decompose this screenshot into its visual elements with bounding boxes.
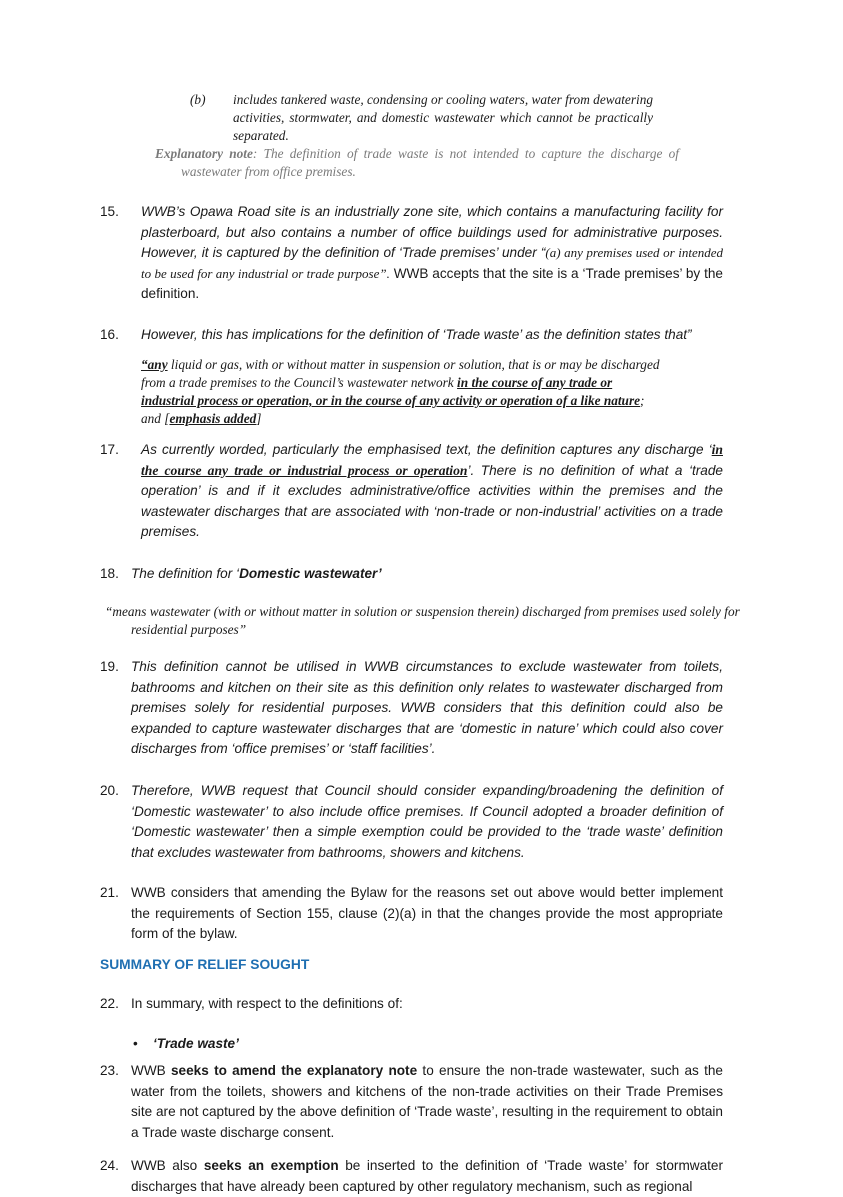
paragraph-16-text: However, this has implications for the definition of ‘Trade waste’ as the definition states that” [141,327,692,342]
quote-part-3: ] [256,411,262,426]
paragraph-23-number: 23. [100,1063,119,1078]
quote-emphasised: in the course of any trade or industrial process or operation, or in the course of any activity or operation of a like nature [141,375,641,408]
summary-heading: SUMMARY OF RELIEF SOUGHT [100,957,310,972]
paragraph-24-text [131,1156,723,1197]
paragraph-17-number: 17. [100,442,119,457]
quote-part-1: liquid or gas, with or without matter in suspension or solution, that is or may be discharged from a trade premises to the Council’s wastewater network [141,357,660,390]
paragraph-23-text [131,1061,723,1143]
paragraph-18-quote: “means wastewater (with or without matter in solution or suspension therein) discharged from premises used solely for residential purposes” [105,604,740,637]
paragraph-15-number: 15. [100,204,119,219]
quote-part-2: ; and [ [141,393,645,426]
paragraph-21-number: 21. [100,885,119,900]
paragraph-24-text-c: be inserted to the definition of ‘Trade waste’ for stormwater discharges that have already been captured by other regulatory mechanism, such as regional [131,1158,724,1194]
sub-clause-b-label: (b) [190,92,206,107]
explanatory-note-text: : The definition of trade waste is not intended to capture the discharge of wastewater from office premises. [181,146,679,179]
paragraph-23-text-a: WWB [131,1063,171,1078]
explanatory-note-label: Explanatory note [155,146,253,161]
paragraph-17-emphasised: in the course any trade or industrial process or operation [141,442,723,478]
paragraph-16-quote [141,356,661,428]
paragraph-18-text [131,564,382,585]
bullet-trade-waste: ‘Trade waste’ [153,1036,239,1051]
paragraph-15-text-a: WWB’s Opawa Road site is an industrially zone site, which contains a manufacturing facility for plasterboard, but also contains a number of office buildings used for administrative purposes. However, it is captured by the definition of ‘Trade premises’ under “ [141,204,723,261]
paragraph-15-text [141,202,723,305]
paragraph-24-number: 24. [100,1158,119,1173]
paragraph-16-number: 16. [100,327,119,342]
paragraph-19-text: This definition cannot be utilised in WWB circumstances to exclude wastewater from toilets, bathrooms and kitchen on their site as this definition only relates to wastewater discharged from premises solely for residential purposes. WWB considers that this definition could also be expanded to capture wastewater discharges that are ‘domestic in nature’ which could also cover discharges from ‘office premises’ or ‘staff facilities’. [131,659,723,757]
quote-emphasis-added: emphasis added [169,411,257,426]
paragraph-19-number: 19. [100,659,119,674]
paragraph-15-text-b: WWB accepts that the site is a ‘Trade premises’ by the definition. [141,265,723,302]
bullet-mark: • [133,1036,138,1051]
quote-any: “any [141,357,168,372]
paragraph-18-number: 18. [100,566,119,581]
paragraph-17-text-b: ’. There is no definition of what a ‘trade operation’ is and if it excludes administrative/office activities within the premises and the wastewater discharges that are associated with ‘non-trade or non-industrial’ activities on a trade premises. [141,462,723,540]
paragraph-23-text-c: to ensure the non-trade wastewater, such as the water from the toilets, showers and kitchens of the non-trade activities on their Trade Premises site are not captured by the above definition of ‘Trade waste’, resulting in the requirement to obtain a Trade waste discharge consent. [131,1063,723,1140]
paragraph-20-text: Therefore, WWB request that Council should consider expanding/broadening the definition of ‘Domestic wastewater’ to also include office premises. If Council adopted a broader definition of ‘Domestic wastewater’ then a simple exemption could be provided to the ‘trade waste’ definition that excludes wastewater from bathrooms, showers and kitchens. [131,783,723,860]
paragraph-20-number: 20. [100,783,119,798]
paragraph-17-text [141,440,723,543]
paragraph-23-text-b: seeks to amend the explanatory note [171,1063,418,1078]
paragraph-22-text: In summary, with respect to the definitions of: [131,996,403,1011]
paragraph-24-text-b: seeks an exemption [203,1158,339,1173]
explanatory-note [155,145,679,181]
paragraph-18-text-a: The definition for ‘ [131,566,240,581]
paragraph-18-text-b: Domestic wastewater’ [239,566,382,581]
paragraph-15-quote: (a) any premises used or intended to be used for any industrial or trade purpose”. [141,245,723,281]
paragraph-22-number: 22. [100,996,119,1011]
sub-clause-b-text: includes tankered waste, condensing or cooling waters, water from dewatering activities, stormwater, and domestic wastewater which cannot be practically separated. [233,92,653,143]
paragraph-21-text: WWB considers that amending the Bylaw for the reasons set out above would better implement the requirements of Section 155, clause (2)(a) in that the changes provide the most appropriate form of the bylaw. [131,885,723,942]
paragraph-24-text-a: WWB also [131,1158,204,1173]
paragraph-17-text-a: As currently worded, particularly the emphasised text, the definition captures any discharge ‘ [141,442,712,457]
